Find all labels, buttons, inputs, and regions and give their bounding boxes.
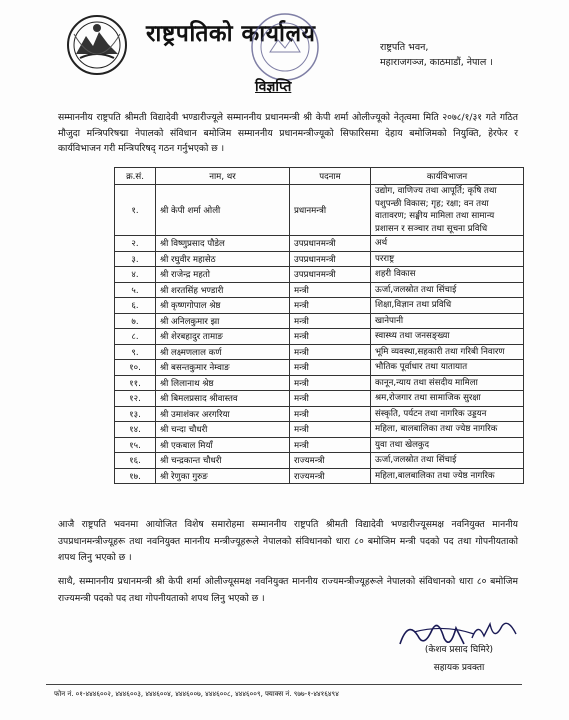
post-cell: मन्त्री	[290, 329, 371, 345]
serial-cell: १.	[115, 185, 156, 236]
serial-cell: १६.	[115, 453, 156, 469]
portfolio-cell: श्रम,रोजगार तथा सामाजिक सुरक्षा	[371, 391, 524, 407]
name-cell: श्री शेरबहादुर तामाङ	[156, 329, 290, 345]
serial-cell: ३.	[115, 251, 156, 267]
table-row	[115, 422, 524, 438]
serial-cell: २.	[115, 236, 156, 252]
portfolio-cell: उद्योग, वाणिज्य तथा आपूर्ति; कृषि तथा पशुपन्छी विकास; गृह; रक्षा; वन तथा वातावरण; सङ्घीय मामिला तथा सामान्य प्रशासन र सञ्चार तथा सूचना प्रविधि	[371, 185, 524, 236]
post-cell: राज्यमन्त्री	[290, 453, 371, 469]
header-post: पदनाम	[290, 168, 371, 185]
post-cell: मन्त्री	[290, 406, 371, 422]
portfolio-cell: महिला,बालबालिका तथा ज्येष्ठ नागरिक	[371, 468, 524, 484]
signatory-name: (केशव प्रसाद घिमिरे)	[424, 645, 494, 655]
table-row	[115, 391, 524, 407]
serial-cell: ६.	[115, 298, 156, 314]
cabinet-table	[114, 167, 524, 484]
office-stamp-icon	[248, 10, 322, 84]
serial-cell: १५.	[115, 437, 156, 453]
serial-cell: ७.	[115, 313, 156, 329]
name-cell: श्री शरतसिंह भण्डारी	[156, 282, 290, 298]
portfolio-cell: शिक्षा,विज्ञान तथा प्रविधि	[371, 298, 524, 314]
post-cell: मन्त्री	[290, 391, 371, 407]
address-line-1: राष्ट्रपति भवन,	[380, 42, 429, 53]
serial-cell: १२.	[115, 391, 156, 407]
post-cell: उपप्रधानमन्त्री	[290, 236, 371, 252]
table-row	[115, 282, 524, 298]
serial-cell: ९.	[115, 344, 156, 360]
post-cell: मन्त्री	[290, 344, 371, 360]
name-cell: श्री बिमलप्रसाद श्रीवास्तव	[156, 391, 290, 407]
portfolio-cell: ऊर्जा,जलस्रोत तथा सिंचाई	[371, 282, 524, 298]
table-row	[115, 437, 524, 453]
table-row	[115, 251, 524, 267]
address-line-2: महाराजगञ्ज, काठमाडौं, नेपाल ।	[380, 57, 493, 68]
post-cell: मन्त्री	[290, 375, 371, 391]
name-cell: श्री विष्णुप्रसाद पौडेल	[156, 236, 290, 252]
name-cell: श्री चन्द्रकान्त चौधरी	[156, 453, 290, 469]
name-cell: श्री कृष्णगोपाल श्रेष्ठ	[156, 298, 290, 314]
table-row	[115, 453, 524, 469]
table-row	[115, 468, 524, 484]
name-cell: श्री उमाशंकर अरगरिया	[156, 406, 290, 422]
office-title: राष्ट्रपतिको कार्यालय	[146, 21, 316, 47]
portfolio-cell: स्वास्थ्य तथा जनसङ्ख्या	[371, 329, 524, 345]
post-cell: उपप्रधानमन्त्री	[290, 251, 371, 267]
serial-cell: १४.	[115, 422, 156, 438]
serial-cell: ८.	[115, 329, 156, 345]
name-cell: श्री राजेन्द्र महतो	[156, 267, 290, 283]
table-row	[115, 375, 524, 391]
post-cell: मन्त्री	[290, 360, 371, 376]
post-cell: मन्त्री	[290, 437, 371, 453]
table-header-row	[115, 168, 524, 185]
table-row	[115, 236, 524, 252]
table-row	[115, 360, 524, 376]
post-cell: राज्यमन्त्री	[290, 468, 371, 484]
oath-paragraph-ministers: आजै राष्ट्रपति भवनमा आयोजित विशेष समारोहमा सम्माननीय राष्ट्रपति श्रीमती विद्यादेवी भण्डारीज्यूसमक्ष नवनियुक्त माननीय उपप्रधानमन्त्रीज्यूहरू तथा नवनियुक्त माननीय मन्त्रीज्यूहरूले नेपालको संविधानको धारा ८० बमोजिम मन्त्री पदको पद तथा गोपनीयताको शपथ लिनु भएको छ ।	[58, 519, 518, 563]
oath-paragraph-state-ministers: साथै, सम्माननीय प्रधानमन्त्री श्री केपी शर्मा ओलीज्यूसमक्ष नवनियुक्त माननीय राज्यमन्त्रीज्यूहरूले नेपालको संविधानको धारा ८० बमोजिम राज्यमन्त्री पदको पद तथा गोपनीयताको शपथ लिनु भएको छ ।	[58, 576, 518, 604]
portfolio-cell: अर्थ	[371, 236, 524, 252]
portfolio-cell: खानेपानी	[371, 313, 524, 329]
table-row	[115, 267, 524, 283]
table-row	[115, 406, 524, 422]
header-portfolio: कार्यविभाजन	[371, 168, 524, 185]
portfolio-cell: ऊर्जा,जलस्रोत तथा सिंचाई	[371, 453, 524, 469]
notice-title: विज्ञप्ति	[255, 79, 292, 95]
national-emblem-icon	[66, 14, 128, 76]
post-cell: मन्त्री	[290, 298, 371, 314]
serial-cell: ११.	[115, 375, 156, 391]
portfolio-cell: युवा तथा खेलकुद	[371, 437, 524, 453]
portfolio-cell: शहरी विकास	[371, 267, 524, 283]
name-cell: श्री केपी शर्मा ओली	[156, 185, 290, 236]
name-cell: श्री एकबाल मियाँ	[156, 437, 290, 453]
serial-cell: १७.	[115, 468, 156, 484]
post-cell: उपप्रधानमन्त्री	[290, 267, 371, 283]
post-cell: मन्त्री	[290, 313, 371, 329]
post-cell: प्रधानमन्त्री	[290, 185, 371, 236]
post-cell: मन्त्री	[290, 282, 371, 298]
serial-cell: ५.	[115, 282, 156, 298]
name-cell: श्री बसन्तकुमार नेम्वाङ	[156, 360, 290, 376]
intro-paragraph: सम्माननीय राष्ट्रपति श्रीमती विद्यादेवी भण्डारीज्यूले सम्माननीय प्रधानमन्त्री श्री केपी शर्मा ओलीज्यूको नेतृत्वमा मिति २०७८/१/३१ गते गठित मौजुदा मन्त्रिपरिषद्मा नेपालको संविधान बमोजिम सम्माननीय प्रधानमन्त्रीज्यूको सिफारिसमा देहाय बमोजिमको नियुक्ति, हेरफेर र कार्यविभाजन गरी मन्त्रिपरिषद् गठन गर्नुभएको छ ।	[58, 112, 518, 154]
portfolio-cell: कानून,न्याय तथा संसदीय मामिला	[371, 375, 524, 391]
footer-contact: फोन नं. ०१-४४४६००२, ४४४६००३, ४४४६००४, ४४४६००७, ४४४६००८, ४४४६००९, फ्याक्स नं. ९७७-१-४४१६४९४	[54, 690, 339, 698]
table-row	[115, 313, 524, 329]
name-cell: श्री लक्ष्मणलाल कर्ण	[156, 344, 290, 360]
footer-divider	[46, 684, 522, 685]
portfolio-cell: संस्कृति, पर्यटन तथा नागरिक उड्डयन	[371, 406, 524, 422]
table-row	[115, 329, 524, 345]
portfolio-cell: महिला, बालबालिका तथा ज्येष्ठ नागरिक	[371, 422, 524, 438]
header-name: नाम, थर	[156, 168, 290, 185]
portfolio-cell: भूमि व्यवस्था,सहकारी तथा गरिबी निवारण	[371, 344, 524, 360]
table-row	[115, 344, 524, 360]
name-cell: श्री रघुवीर महासेठ	[156, 251, 290, 267]
name-cell: श्री रेणुका गुरुङ	[156, 468, 290, 484]
name-cell: श्री लिलानाथ श्रेष्ठ	[156, 375, 290, 391]
signatory-post: सहायक प्रवक्ता	[433, 663, 485, 673]
portfolio-cell: भौतिक पूर्वाधार तथा यातायात	[371, 360, 524, 376]
name-cell: श्री अनिलकुमार झा	[156, 313, 290, 329]
header-serial: क्र.सं.	[115, 168, 156, 185]
table-row	[115, 185, 524, 236]
serial-cell: १०.	[115, 360, 156, 376]
post-cell: मन्त्री	[290, 422, 371, 438]
table-row	[115, 298, 524, 314]
name-cell: श्री चन्दा चौधरी	[156, 422, 290, 438]
office-address	[380, 40, 493, 70]
portfolio-cell: परराष्ट्र	[371, 251, 524, 267]
serial-cell: १३.	[115, 406, 156, 422]
serial-cell: ४.	[115, 267, 156, 283]
